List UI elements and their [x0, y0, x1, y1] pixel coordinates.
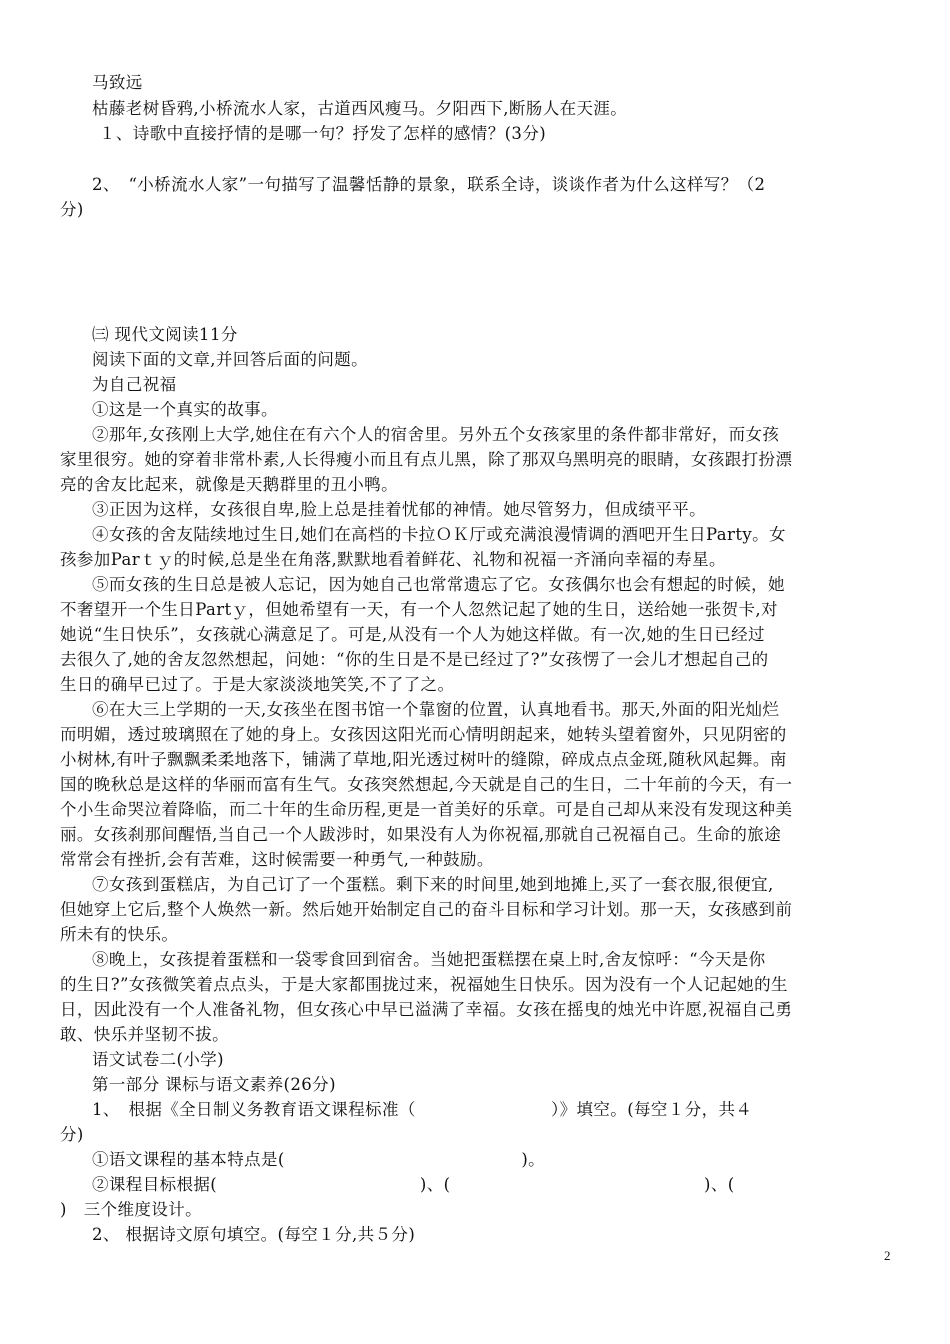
section-heading: ㈢ 现代文阅读11分 [92, 325, 238, 344]
paragraph-6-cont: 丽。女孩刹那间醒悟,当自己一个人跋涉时，如果没有人为你祝福,那就自己祝福自己。生命的旅途 [60, 825, 782, 844]
question-1: １、诗歌中直接抒情的是哪一句？抒发了怎样的感情？(3分) [99, 124, 547, 143]
paragraph-5-cont: 不奢望开一个生日Partｙ，但她希望有一天，有一个人忽然记起了她的生日，送给她一张贺卡,对 [60, 600, 778, 619]
question-2: 2、 “小桥流水人家”一句描写了温馨恬静的景象，联系全诗，谈谈作者为什么这样写？（2 [92, 175, 766, 194]
paragraph-6-cont: 国的晚秋总是这样的华丽而富有生气。女孩突然想起,今天就是自己的生日，二十年前的今天，有一 [60, 775, 793, 794]
paragraph-7: ⑦女孩到蛋糕店，为自己订了一个蛋糕。剩下来的时间里,她到地摊上,买了一套衣服,很便宜, [92, 875, 774, 894]
exam-question-1-item-2: ②课程目标根据( )、( )、( [92, 1175, 735, 1194]
paragraph-6-cont: 而明媚，透过玻璃照在了她的身上。女孩因这阳光而心情明朗起来，她转头望着窗外，只见阴密的 [60, 725, 787, 744]
exam-question-1-item-2-cont: ) 三个维度设计。 [60, 1200, 203, 1219]
paragraph-3: ③正因为这样，女孩很自卑,脸上总是挂着忧郁的神情。她尽管努力，但成绩平平。 [92, 500, 707, 519]
exam-question-2: 2、 根据诗文原句填空。(每空１分,共５分) [92, 1225, 416, 1244]
paragraph-2-cont: 家里很穷。她的穿着非常朴素,人长得瘦小而且有点儿黑，除了那双乌黑明亮的眼睛，女孩跟打扮漂 [60, 450, 793, 469]
paragraph-7-cont: 所未有的快乐。 [60, 925, 179, 944]
paragraph-7-cont: 但她穿上它后,整个人焕然一新。然后她开始制定自己的奋斗目标和学习计划。那一天，女孩感到前 [60, 900, 793, 919]
instruction: 阅读下面的文章,并回答后面的问题。 [92, 350, 369, 369]
paragraph-6-cont: 个小生命哭泣着降临，而二十年的生命历程,更是一首美好的乐章。可是自己却从来没有发现这种美 [60, 800, 793, 819]
paragraph-4: ④女孩的舍友陆续地过生日,她们在高档的卡拉ＯＫ厅或充满浪漫情调的酒吧开生日Party。女 [92, 525, 786, 544]
poem-text: 枯藤老树昏鸦,小桥流水人家，古道西风瘦马。夕阳西下,断肠人在天涯。 [92, 99, 628, 118]
paragraph-4-cont: 孩参加Parｔｙ的时候,总是坐在角落,默默地看着鲜花、礼物和祝福一齐涌向幸福的寿星。 [60, 550, 726, 569]
question-2-cont: 分) [60, 200, 84, 219]
paragraph-8-cont: 的生日?”女孩微笑着点点头，于是大家都围拢过来，祝福她生日快乐。因为没有一个人记起她的生 [60, 975, 788, 994]
paragraph-5: ⑤而女孩的生日总是被人忘记，因为她自己也常常遗忘了它。女孩偶尔也会有想起的时候，她 [92, 575, 785, 594]
paragraph-6-cont: 常常会有挫折,会有苦难，这时候需要一种勇气,一种鼓励。 [60, 850, 494, 869]
paragraph-6-cont: 小树林,有叶子飘飘柔柔地落下，铺满了草地,阳光透过树叶的缝隙，碎成点点金斑,随秋风起舞。南 [60, 750, 787, 769]
paragraph-8-cont: 敢、快乐并坚韧不拔。 [60, 1025, 229, 1044]
paragraph-5-cont: 生日的确早已过了。于是大家淡淡地笑笑,不了了之。 [60, 675, 455, 694]
paragraph-1: ①这是一个真实的故事。 [92, 400, 278, 419]
paragraph-6: ⑥在大三上学期的一天,女孩坐在图书馆一个靠窗的位置，认真地看书。那天,外面的阳光灿烂 [92, 700, 780, 719]
exam-question-1-item-1: ①语文课程的基本特点是( )。 [92, 1150, 546, 1169]
paragraph-8-cont: 日，因此没有一个人准备礼物，但女孩心中早已溢满了幸福。女孩在摇曳的烛光中许愿,祝福自己勇 [60, 1000, 793, 1019]
paragraph-5-cont: 去很久了,她的舍友忽然想起，问她：“你的生日是不是已经过了?”女孩愣了一会儿才想起自己的 [60, 650, 769, 669]
exam-question-1-cont: 分) [60, 1125, 84, 1144]
page-number: 2 [884, 1248, 891, 1263]
paragraph-8: ⑧晚上，女孩提着蛋糕和一袋零食回到宿舍。当她把蛋糕摆在桌上时,舍友惊呼：“今天是你 [92, 950, 766, 969]
part-heading: 第一部分 课标与语文素养(26分) [92, 1075, 336, 1094]
article-title: 为自己祝福 [92, 375, 177, 394]
paragraph-2-cont: 亮的舍友比起来，就像是天鹅群里的丑小鸭。 [60, 475, 398, 494]
paragraph-2: ②那年,女孩刚上大学,她住在有六个人的宿舍里。另外五个女孩家里的条件都非常好，而女孩 [92, 425, 780, 444]
paragraph-5-cont: 她说“生日快乐”，女孩就心满意足了。可是,从没有一个人为她这样做。有一次,她的生日已经过 [60, 625, 765, 644]
exam-question-1: 1、 根据《全日制义务教育语文课程标准（ ）》填空。(每空１分，共４ [92, 1100, 753, 1119]
exam-title: 语文试卷二(小学) [92, 1050, 224, 1069]
poem-author: 马致远 [92, 73, 143, 92]
